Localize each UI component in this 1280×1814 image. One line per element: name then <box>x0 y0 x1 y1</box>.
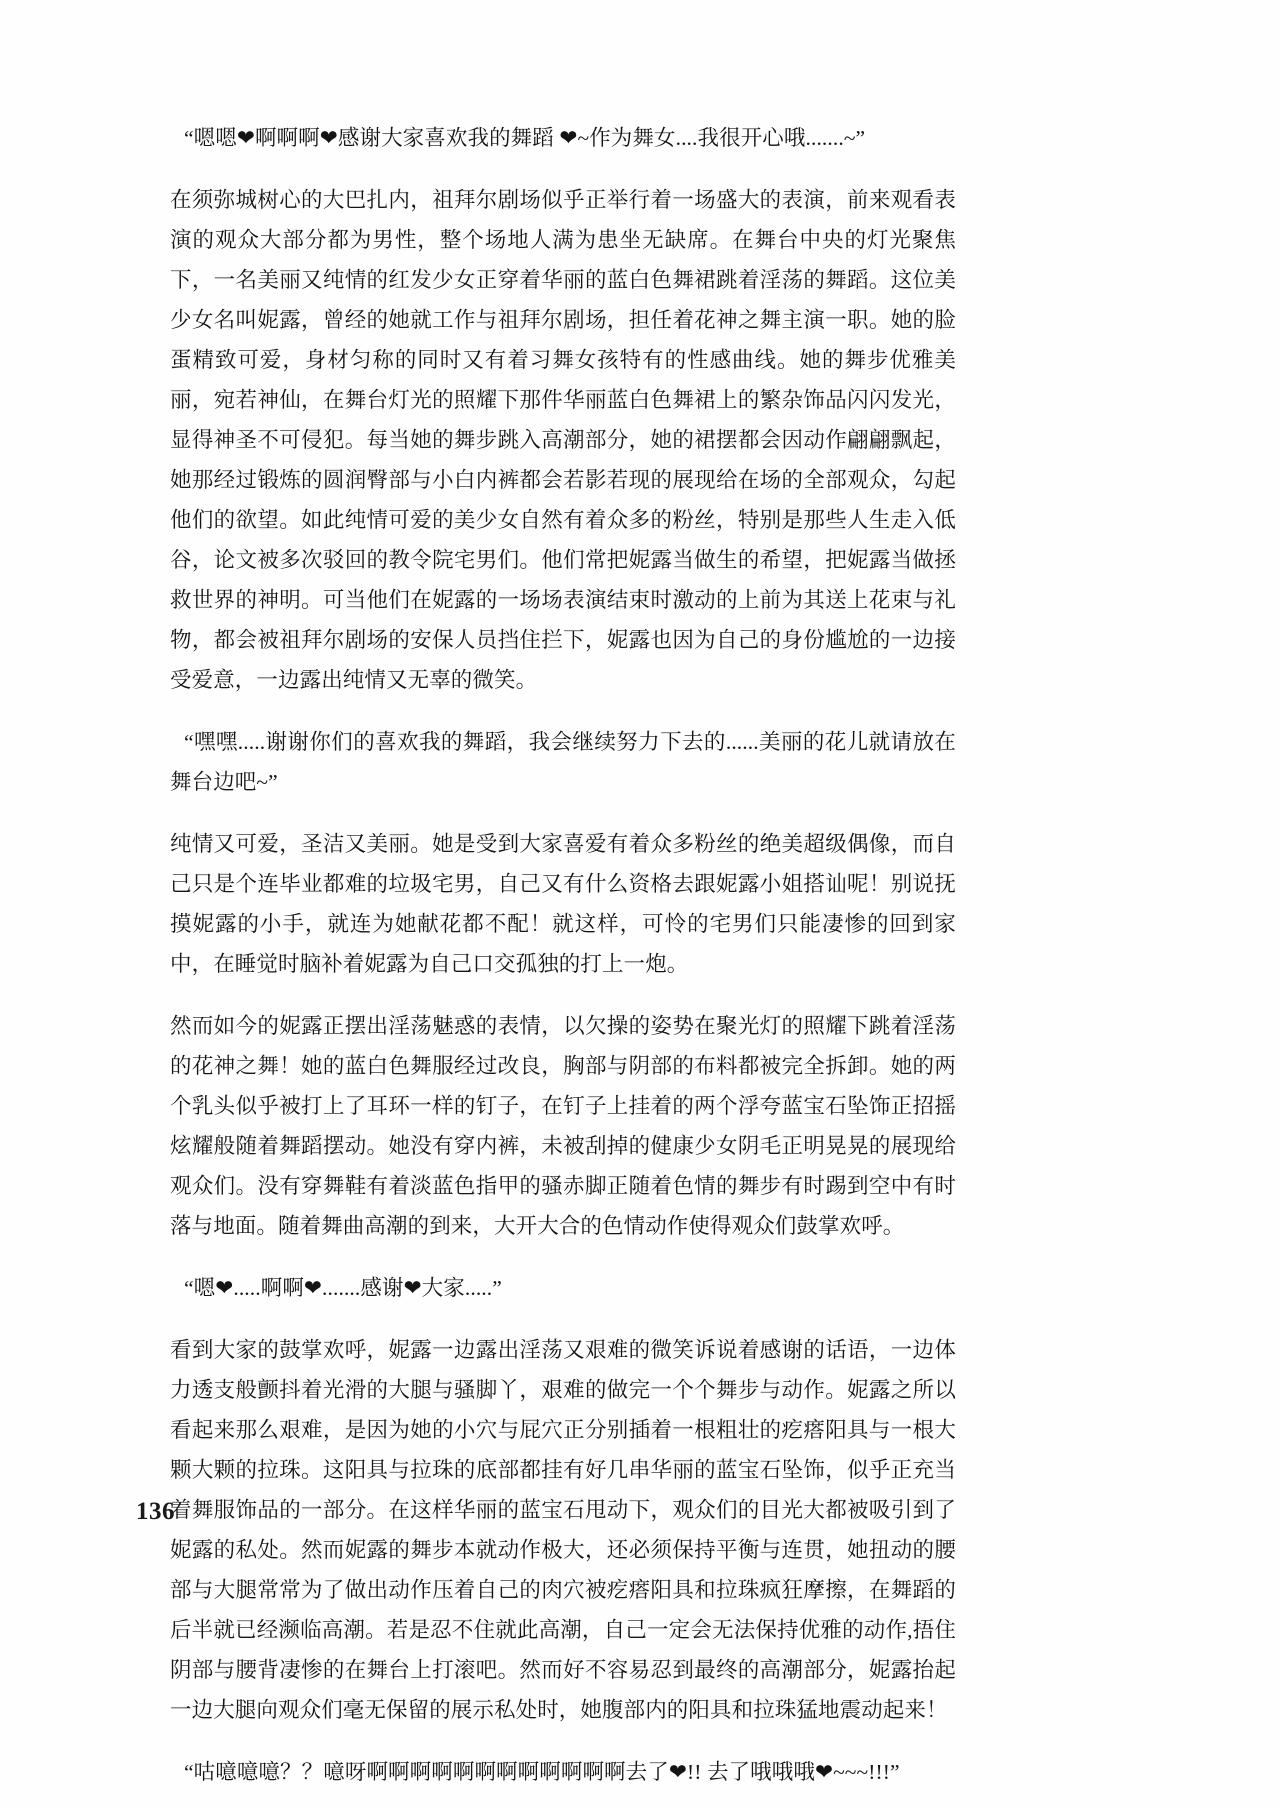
quote-paragraph-3: “嗯❤.....啊啊❤.......感谢❤大家.....” <box>184 1276 502 1300</box>
page-content <box>170 118 956 1814</box>
quote-paragraph-2: “嘿嘿.....谢谢你们的喜欢我的舞蹈，我会继续努力下去的......美丽的花儿就请放在舞台边吧~” <box>170 730 956 794</box>
page-number: 136 <box>136 1498 175 1525</box>
body-paragraph-2: 纯情又可爱，圣洁又美丽。她是受到大家喜爱有着众多粉丝的绝美超级偶像，而自己只是个连毕业都难的垃圾宅男，自己又有什么资格去跟妮露小姐搭讪呢！别说抚摸妮露的小手，就连为她献花都不配！就这样，可怜的宅男们只能凄惨的回到家中，在睡觉时脑补着妮露为自己口交孤独的打上一炮。 <box>170 832 956 976</box>
body-paragraph-4: 看到大家的鼓掌欢呼，妮露一边露出淫荡又艰难的微笑诉说着感谢的话语，一边体力透支般颤抖着光滑的大腿与骚脚丫，艰难的做完一个个舞步与动作。妮露之所以看起来那么艰难，是因为她的小穴与屁穴正分别插着一根粗壮的疙瘩阳具与一根大颗大颗的拉珠。这阳具与拉珠的底部都挂有好几串华丽的蓝宝石坠饰，似乎正充当着舞服饰品的一部分。在这样华丽的蓝宝石甩动下，观众们的目光大都被吸引到了妮露的私处。然而妮露的舞步本就动作极大，还必须保持平衡与连贯，她扭动的腰部与大腿常常为了做出动作压着自己的肉穴被疙瘩阳具和拉珠疯狂摩擦，在舞蹈的后半就已经濒临高潮。若是忍不住就此高潮，自己一定会无法保持优雅的动作,捂住阴部与腰背凄惨的在舞台上打滚吧。然而好不容易忍到最终的高潮部分，妮露抬起一边大腿向观众们毫无保留的展示私处时，她腹部内的阳具和拉珠猛地震动起来！ <box>170 1338 956 1722</box>
quote-paragraph-1: “嗯嗯❤啊啊啊❤感谢大家喜欢我的舞蹈 ❤~作为舞女....我很开心哦.......~” <box>184 126 866 150</box>
body-paragraph-1: 在须弥城树心的大巴扎内，祖拜尔剧场似乎正举行着一场盛大的表演，前来观看表演的观众大部分都为男性，整个场地人满为患坐无缺席。在舞台中央的灯光聚焦下，一名美丽又纯情的红发少女正穿着华丽的蓝白色舞裙跳着淫荡的舞蹈。这位美少女名叫妮露，曾经的她就工作与祖拜尔剧场，担任着花神之舞主演一职。她的脸蛋精致可爱，身材匀称的同时又有着习舞女孩特有的性感曲线。她的舞步优雅美丽，宛若神仙，在舞台灯光的照耀下那件华丽蓝白色舞裙上的繁杂饰品闪闪发光，显得神圣不可侵犯。每当她的舞步跳入高潮部分，她的裙摆都会因动作翩翩飘起，她那经过锻炼的圆润臀部与小白内裤都会若影若现的展现给在场的全部观众，勾起他们的欲望。如此纯情可爱的美少女自然有着众多的粉丝，特别是那些人生走入低谷，论文被多次驳回的教令院宅男们。他们常把妮露当做生的希望，把妮露当做拯救世界的神明。可当他们在妮露的一场场表演结束时激动的上前为其送上花束与礼物，都会被祖拜尔剧场的安保人员挡住拦下，妮露也因为自己的身份尴尬的一边接受爱意，一边露出纯情又无辜的微笑。 <box>170 188 956 692</box>
body-paragraph-3: 然而如今的妮露正摆出淫荡魅惑的表情，以欠操的姿势在聚光灯的照耀下跳着淫荡的花神之舞！她的蓝白色舞服经过改良，胸部与阴部的布料都被完全拆卸。她的两个乳头似乎被打上了耳环一样的钉子，在钉子上挂着的两个浮夸蓝宝石坠饰正招摇炫耀般随着舞蹈摆动。她没有穿内裤，未被刮掉的健康少女阴毛正明晃晃的展现给观众们。没有穿舞鞋有着淡蓝色指甲的骚赤脚正随着色情的舞步有时踢到空中有时落与地面。随着舞曲高潮的到来，大开大合的色情动作使得观众们鼓掌欢呼。 <box>170 1014 956 1238</box>
quote-paragraph-4: “咕噫噫噫？？噫呀啊啊啊啊啊啊啊啊啊啊啊啊去了❤!! 去了哦哦哦❤~~~!!!” <box>184 1760 900 1784</box>
